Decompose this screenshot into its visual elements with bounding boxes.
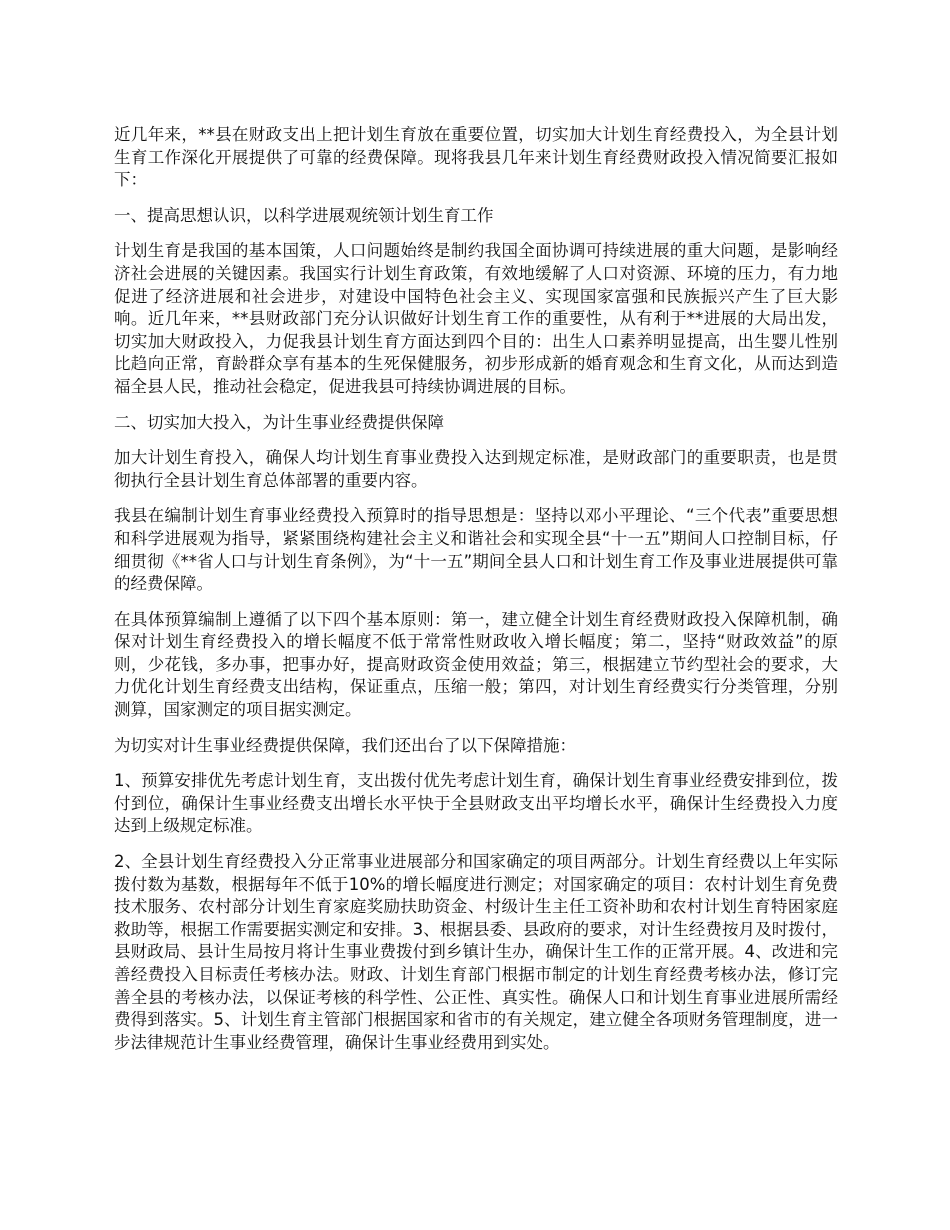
section-2-paragraph-2: 我县在编制计划生育事业经费投入预算时的指导思想是：坚持以邓小平理论、“三个代表”重要思想和科学进展观为指导，紧紧围绕构建社会主义和谐社会和实现全县“十一五”期间人口控制目标，仔细贯彻《**省人口与计划生育条例》，为“十一五”期间全县人口和计划生育工作及事业进展提供可靠的经费保障。: [114, 506, 838, 594]
document-body: [114, 124, 838, 1067]
section-heading-2: 二、切实加大投入，为计生事业经费提供保障: [114, 412, 444, 432]
section-2-paragraph-3: 在具体预算编制上遵循了以下四个基本原则：第一，建立健全计划生育经费财政投入保障机制，确保对计划生育经费投入的增长幅度不低于常常性财政收入增长幅度；第二，坚持“财政效益”的原则，少花钱，多办事，把事办好，提高财政资金使用效益；第三，根据建立节约型社会的要求，大力优化计划生育经费支出结构，保证重点，压缩一般；第四，对计划生育经费实行分类管理，分别测算，国家测定的项目据实测定。: [114, 609, 838, 720]
measures-intro-paragraph: 为切实对计生事业经费提供保障，我们还出台了以下保障措施：: [114, 735, 576, 755]
measure-2-paragraph: 2、全县计划生育经费投入分正常事业进展部分和国家确定的项目两部分。计划生育经费以上年实际拨付数为基数，根据每年不低于10%的增长幅度进行测定；对国家确定的项目：农村计划生育免费技术服务、农村部分计划生育家庭奖励扶助资金、村级计生主任工资补助和农村计划生育特困家庭救助等，根据工作需要据实测定和安排。3、根据县委、县政府的要求，对计生经费按月及时拨付，县财政局、县计生局按月将计生事业费拨付到乡镇计生办，确保计生工作的正常开展。4、改进和完善经费投入目标责任考核办法。财政、计划生育部门根据市制定的计划生育经费考核办法，修订完善全县的考核办法，以保证考核的科学性、公正性、真实性。确保人口和计划生育事业进展所需经费得到落实。5、计划生育主管部门根据国家和省市的有关规定，建立健全各项财务管理制度，进一步法律规范计生事业经费管理，确保计生事业经费用到实处。: [114, 852, 838, 1052]
section-1-paragraph: 计划生育是我国的基本国策，人口问题始终是制约我国全面协调可持续进展的重大问题，是影响经济社会进展的关键因素。我国实行计划生育政策，有效地缓解了人口对资源、环境的压力，有力地促进了经济进展和社会进步，对建设中国特色社会主义、实现国家富强和民族振兴产生了巨大影响。近几年来，**县财政部门充分认识做好计划生育工作的重要性，从有利于**进展的大局出发，切实加大财政投入，力促我县计划生育方面达到四个目的：出生人口素养明显提高，出生婴儿性别比趋向正常，育龄群众享有基本的生死保健服务，初步形成新的婚育观念和生育文化，从而达到造福全县人民，推动社会稳定，促进我县可持续协调进展的目标。: [114, 241, 838, 396]
section-2-paragraph-1: 加大计划生育投入，确保人均计划生育事业费投入达到规定标准，是财政部门的重要职责，也是贯彻执行全县计划生育总体部署的重要内容。: [114, 448, 838, 490]
measure-1-paragraph: 1、预算安排优先考虑计划生育，支出拨付优先考虑计划生育，确保计划生育事业经费安排到位，拨付到位，确保计生事业经费支出增长水平快于全县财政支出平均增长水平，确保计生经费投入力度达到上级规定标准。: [114, 771, 838, 836]
intro-paragraph: 近几年来，**县在财政支出上把计划生育放在重要位置，切实加大计划生育经费投入，为全县计划生育工作深化开展提供了可靠的经费保障。现将我县几年来计划生育经费财政投入情况简要汇报如下：: [114, 125, 838, 190]
section-heading-1: 一、提高思想认识，以科学进展观统领计划生育工作: [114, 205, 494, 225]
